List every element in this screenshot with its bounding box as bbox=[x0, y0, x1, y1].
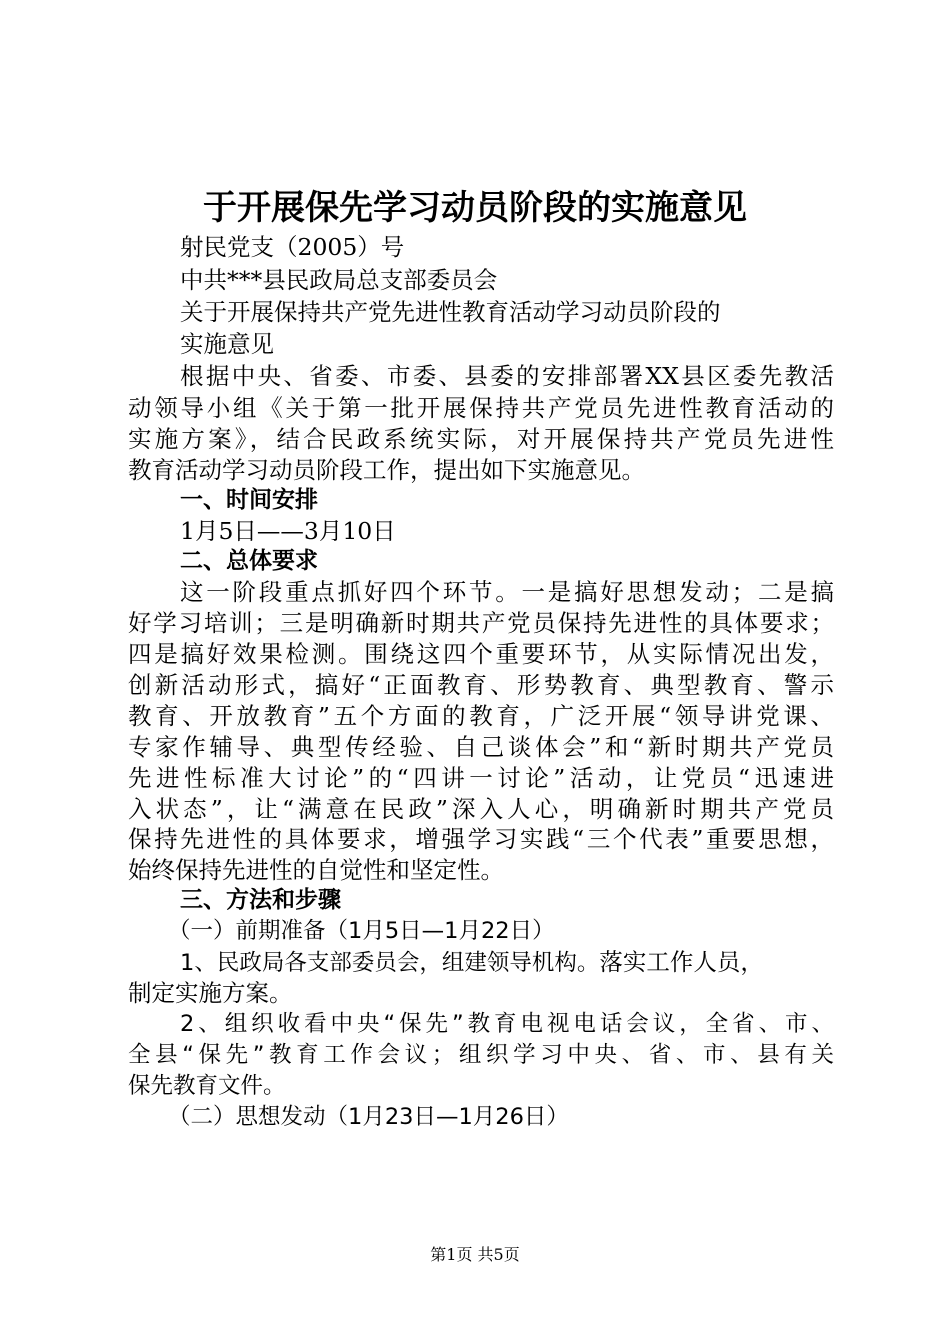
intro-line: 教育活动学习动员阶段工作，提出如下实施意见。 bbox=[128, 456, 645, 484]
paragraph-line: 创新活动形式，搞好“正面教育、形势教育、典型教育、警示 bbox=[128, 671, 834, 699]
paragraph-line: 这一阶段重点抓好四个环节。一是搞好思想发动；二是搞 bbox=[180, 578, 834, 606]
paragraph-line: 始终保持先进性的自觉性和坚定性。 bbox=[128, 856, 504, 884]
item-line: 制定实施方案。 bbox=[128, 979, 293, 1007]
paragraph-line: 教育、开放教育”五个方面的教育，广泛开展“领导讲党课、 bbox=[128, 702, 834, 730]
item-rest: 落实工作人员， bbox=[599, 948, 764, 976]
intro-line: 实施方案》，结合民政系统实际，对开展保持共产党员先进性 bbox=[128, 425, 834, 453]
intro-line: 动领导小组《关于第一批开展保持共产党员先进性教育活动的 bbox=[128, 394, 834, 422]
item-line: 保先教育文件。 bbox=[128, 1073, 286, 1099]
paragraph-line: 入状态”，让“满意在民政”深入人心，明确新时期共产党员 bbox=[128, 795, 834, 823]
intro-line: 根据中央、省委、市委、县委的安排部署XX县区委先教活 bbox=[180, 362, 834, 390]
paragraph-line: 专家作辅导、典型传经验、自己谈体会”和“新时期共产党员 bbox=[128, 733, 834, 761]
item-line: 2、组织收看中央“保先”教育电视电话会议，全省、市、 bbox=[180, 1011, 834, 1037]
paragraph-line: 保持先进性的具体要求，增强学习实践“三个代表”重要思想， bbox=[128, 825, 834, 853]
step-heading: （二）思想发动（1月23日—1月26日） bbox=[168, 1104, 569, 1130]
issuer: 中共***县民政局总支部委员会 bbox=[180, 266, 498, 294]
doc-number: 射民党支（2005）号 bbox=[180, 233, 405, 261]
paragraph-line: 好学习培训；三是明确新时期共产党员保持先进性的具体要求； bbox=[128, 609, 834, 637]
item-line: 全县“保先”教育工作会议；组织学习中央、省、市、县有关 bbox=[128, 1042, 834, 1068]
document-title: 于开展保先学习动员阶段的实施意见 bbox=[203, 188, 747, 228]
section-text: 1月5日——3月10日 bbox=[180, 517, 396, 545]
item-lead: 1、民政局各支部委员会，组建领导机构。 bbox=[180, 950, 600, 976]
paragraph-line: 先进性标准大讨论”的“四讲一讨论”活动，让党员“迅速进 bbox=[128, 764, 834, 792]
subtitle-line-1: 关于开展保持共产党先进性教育活动学习动员阶段的 bbox=[180, 298, 721, 326]
section-heading: 一、时间安排 bbox=[180, 487, 318, 513]
subtitle-line-2: 实施意见 bbox=[180, 330, 274, 358]
section-heading: 二、总体要求 bbox=[180, 548, 318, 574]
item-line bbox=[180, 947, 834, 978]
paragraph-line: 四是搞好效果检测。围绕这四个重要环节，从实际情况出发， bbox=[128, 640, 834, 668]
section-heading: 三、方法和步骤 bbox=[180, 887, 341, 913]
step-heading: （一）前期准备（1月5日—1月22日） bbox=[168, 918, 555, 944]
page-footer: 第1页 共5页 bbox=[430, 1245, 520, 1264]
